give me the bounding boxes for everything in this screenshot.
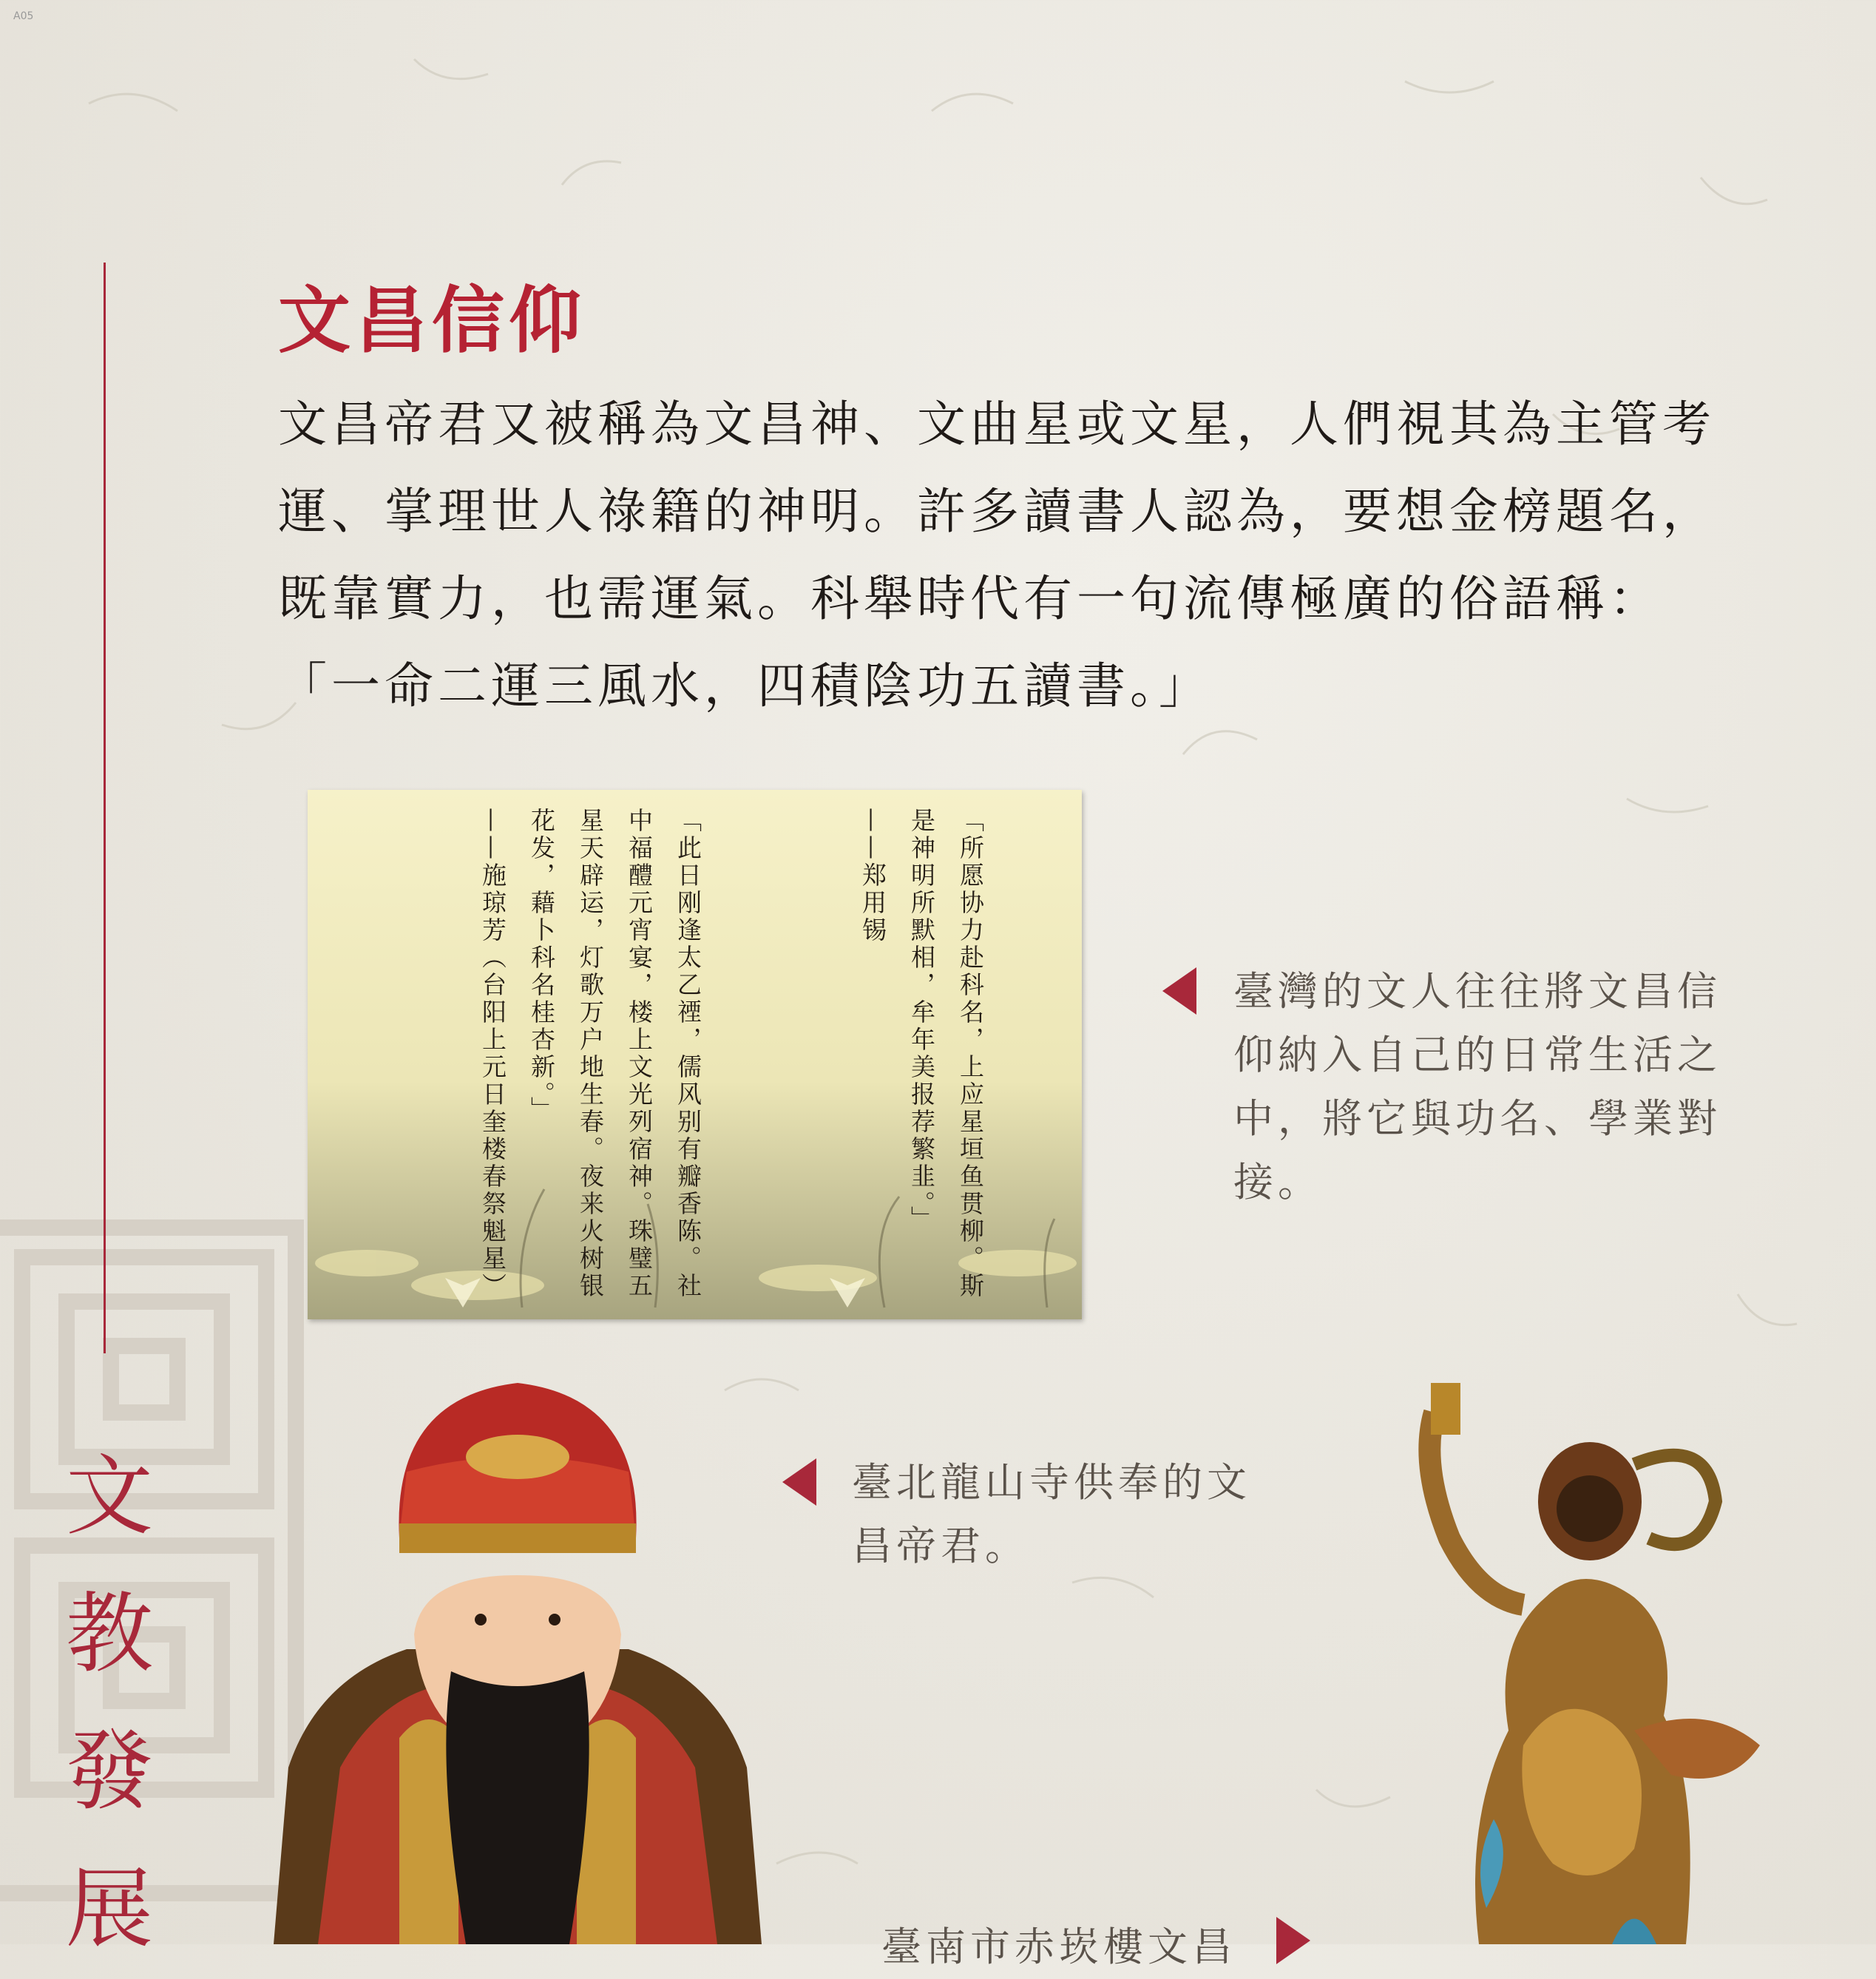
section-heading: 文昌信仰 [278,278,586,363]
pointer-triangle-icon [1162,967,1196,1015]
page-code: A05 [13,10,34,22]
poem-shi [468,808,712,1310]
vertical-rule [104,263,106,1353]
caption-literati: 臺灣的文人往往將文昌信仰納入自己的日常生活之中，將它與功名、學業對接。 [1233,968,1721,1205]
poem-text: 「所愿协力赴科名，上应星垣鱼贯柳。斯是神明所默相，牟年美报荐繁韭。」 [907,808,985,1300]
poem-text: 「此日刚逢太乙禋，儒风别有瓣香陈。社中福醴元宵宴，楼上文光列宿神。珠璧五星天辟运，灯歌万户地生春。夜来火树银花发，藉卜科名桂杏新。」 [527,808,702,1300]
side-title-char: 教 [65,1583,153,1685]
caption-tainan: 臺南市赤崁樓文昌 [881,1924,1236,1970]
side-title-char: 發 [65,1720,153,1822]
kuixing-statue-photo [1390,1376,1775,1944]
side-title-char: 展 [65,1858,153,1960]
poem-zheng [848,808,995,1310]
poem-author: ——郑用锡 [859,808,887,944]
pointer-triangle-icon [1276,1917,1310,1964]
pointer-triangle-icon [782,1458,816,1506]
poem-author: ——施琼芳（台阳上元日奎楼春祭魁星） [478,808,507,1300]
side-title-char: 文 [65,1445,153,1547]
wenchang-statue-photo [274,1353,762,1944]
body-paragraph: 文昌帝君又被稱為文昌神、文曲星或文星，人們視其為主管考運、掌理世人祿籍的神明。許多讀書人認為，要想金榜題名，既靠實力，也需運氣。科舉時代有一句流傳極廣的俗語稱：「一命二運三風水，四積陰功五讀書。」 [278,396,1716,714]
poem-scroll [308,790,1082,1319]
caption-longshan: 臺北龍山寺供奉的文昌帝君。 [852,1459,1251,1569]
side-title [58,1427,161,1978]
